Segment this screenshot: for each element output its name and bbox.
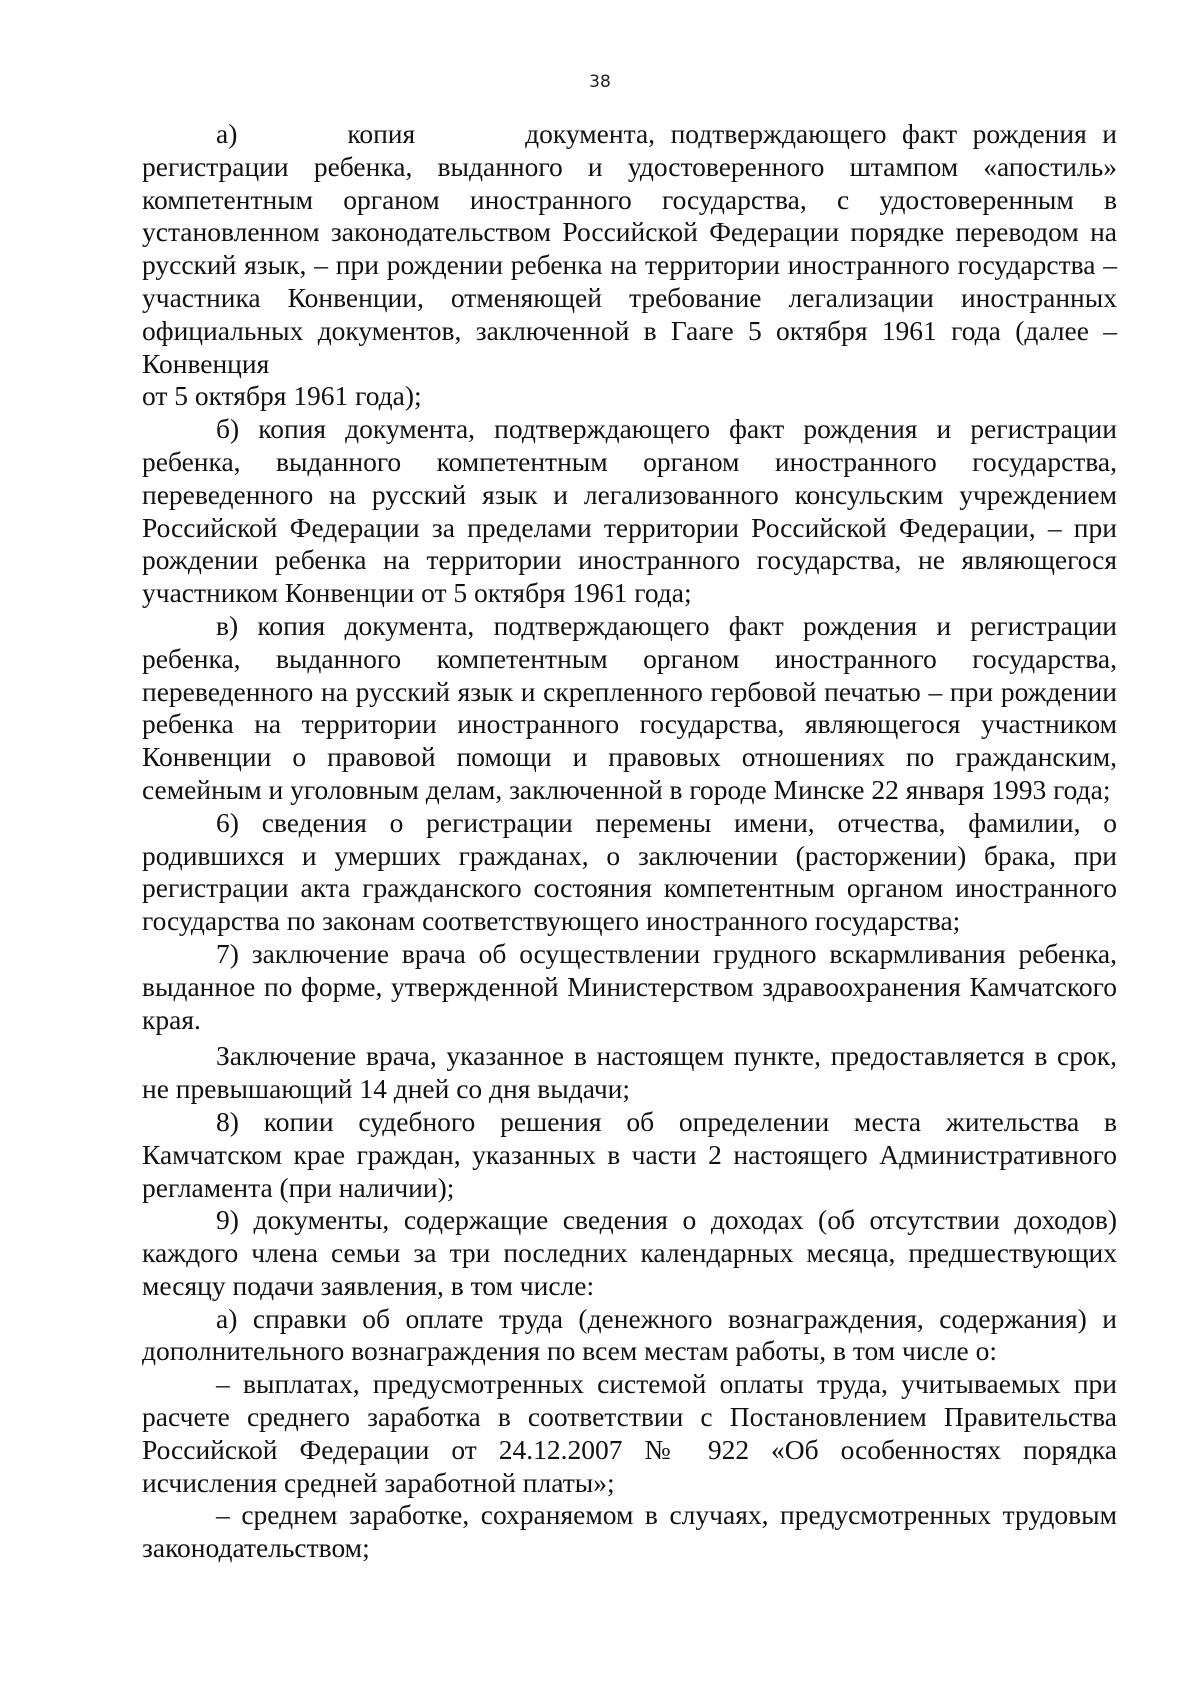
paragraph-b-legalized-copy: б) копия документа, подтверждающего факт рождения и регистрации ребенка, выданного компетентным органом иностранного государства, переведенного на русский язык и легализованного консульским учреждением Российской Федерации за пределами территории Российской Федерации, – при рождении ребенка на территории иностранного государства, не являющегося участником Конвенции от 5 октября 1961 года;: [142, 413, 1117, 609]
page-number: 38: [589, 72, 611, 92]
paragraph-6-civil-status-info: 6) сведения о регистрации перемены имени, отчества, фамилии, о родившихся и умерших гражданах, о заключении (расторжении) брака, при регистрации акта гражданского состояния компетентным органом иностранного государства по законам соответствующего иностранного государства;: [142, 806, 1117, 937]
paragraph-doctor-conclusion-term: Заключение врача, указанное в настоящем пункте, предоставляется в срок, не превышающий 14 дней со дня выдачи;: [142, 1040, 1117, 1105]
paragraph-dash-payments: – выплатах, предусмотренных системой оплаты труда, учитываемых при расчете среднего заработка в соответствии с Постановлением Правительства Российской Федерации от 24.12.2007 № 922 «Об особенностях порядка исчисления средней заработной платы»;: [142, 1368, 1117, 1498]
paragraph-convention-date: от 5 октября 1961 года);: [142, 380, 422, 412]
paragraph-7-doctor-conclusion: 7) заключение врача об осуществлении грудного вскармливания ребенка, выданное по форме, утвержденной Министерством здравоохранения Камчатского края.: [142, 937, 1117, 1035]
paragraph-a-apostille-copy: а) копия документа, подтверждающего факт рождения и регистрации ребенка, выданного и удостоверенного штампом «апостиль» компетентным органом иностранного государства, с удостоверенным в установленном законодательством Российской Федерации порядке переводом на русский язык, – при рождении ребенка на территории иностранного государства – участника Конвенции, отменяющей требование легализации иностранных официальных документов, заключенной в Гааге 5 октября 1961 года (далее – Конвенция: [142, 118, 1117, 379]
document-body: [142, 118, 1117, 1565]
paragraph-8-court-decision: 8) копии судебного решения об определении места жительства в Камчатском крае граждан, указанных в части 2 настоящего Административного регламента (при наличии);: [142, 1105, 1117, 1203]
paragraph-a-salary-certificates: а) справки об оплате труда (денежного вознаграждения, содержания) и дополнительного вознаграждения по всем местам работы, в том числе о:: [142, 1302, 1117, 1367]
paragraph-v-stamped-copy: в) копия документа, подтверждающего факт рождения и регистрации ребенка, выданного компетентным органом иностранного государства, переведенного на русский язык и скрепленного гербовой печатью – при рождении ребенка на территории иностранного государства, являющегося участником Конвенции о правовой помощи и правовых отношениях по гражданским, семейным и уголовным делам, заключенной в городе Минске 22 января 1993 года;: [142, 609, 1117, 805]
paragraph-dash-average-earnings: – среднем заработке, сохраняемом в случаях, предусмотренных трудовым законодательством;: [142, 1499, 1117, 1564]
paragraph-9-income-documents: 9) документы, содержащие сведения о доходах (об отсутствии доходов) каждого члена семьи за три последних календарных месяца, предшествующих месяцу подачи заявления, в том числе:: [142, 1204, 1117, 1301]
